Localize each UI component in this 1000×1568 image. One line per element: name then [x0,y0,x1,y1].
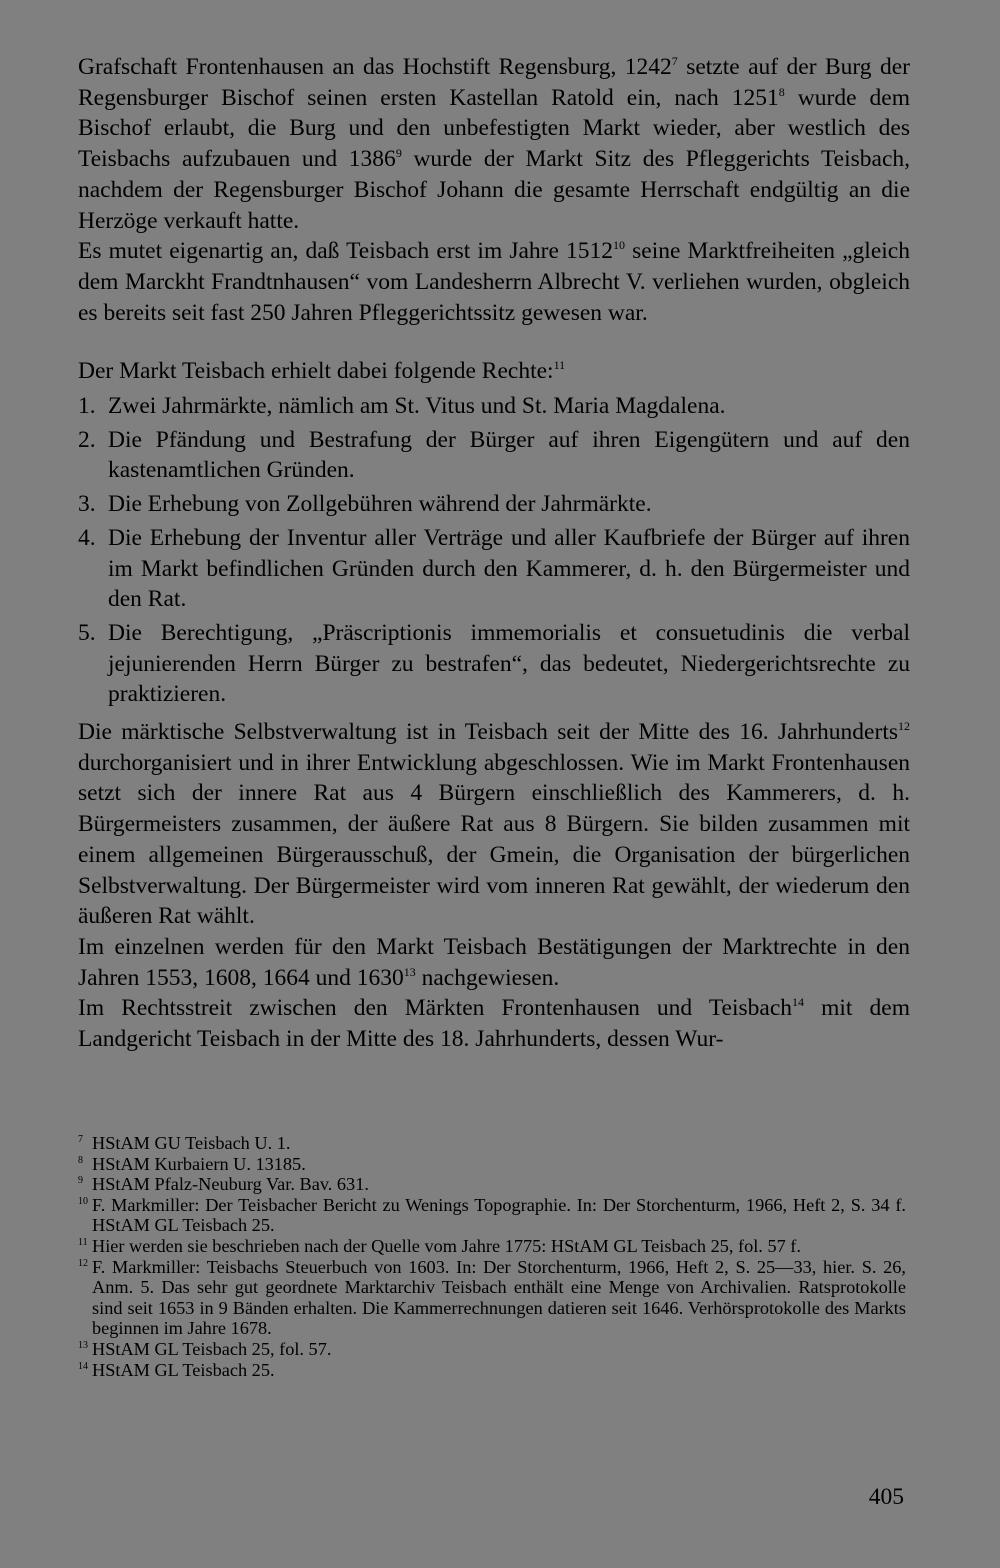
text-span: wurde der Markt Sitz des Pfleggerichts Teisbach, nachdem der Regensburger Bischof Johann die gesamte Herrschaft endgültig an die Herzöge verkauft hatte. [78,146,911,234]
paragraph-6 [78,993,910,1054]
footnote-number: 12 [78,1257,88,1269]
text-span: wurde dem Bischof erlaubt, die Burg und den unbefestigten Markt wieder, aber westlich des Teisbachs aufzubauen und 1386 [78,84,910,173]
footnotes [78,1133,906,1380]
footnote-number: 14 [78,1360,88,1372]
footnote-ref-8: 8 [778,84,785,99]
text-span: Der Markt Teisbach erhielt dabei folgende Rechte: [78,358,554,385]
footnote-text: F. Markmiller: Der Teisbacher Bericht zu Wenings Topographie. In: Der Storchenturm, 1966, Heft 2, S. 34 f. HStAM GL Teisbach 25. [92,1194,906,1236]
paragraph-5 [78,932,910,993]
footnote [78,1133,906,1154]
text-span: Es mutet eigenartig an, daß Teisbach erst im Jahre 1512 [78,238,614,265]
text-span: durchorganisiert und in ihrer Entwicklung abgeschlossen. Wie im Markt Frontenhausen setzt sich der innere Rat aus 4 Bürgern einschließlich des Kammerers, d. h. Bürgermeisters zusammen, der äußere Rat aus 8 Bürgern. Sie bilden zusammen mit einem allgemeinen Bürgerausschuß, der Gmein, die Organisation der bürgerlichen Selbstverwaltung. Der Bürgermeister wird vom inneren Rat gewählt, der wiederum den äußeren Rat wählt. [78,749,910,930]
list-number: 1. [78,393,96,420]
text-span: setzte auf der Burg der Regensburger Bischof seinen ersten Kastellan Ratold ein, nach 1251 [78,54,910,111]
footnote [78,1236,906,1257]
footnote [78,1339,906,1360]
text-span: mit dem Landgericht Teisbach in der Mitte des 18. Jahrhunderts, dessen Wur- [78,995,911,1053]
text-span: Grafschaft Frontenhausen an das Hochstift Regensburg, 1242 [78,54,672,80]
footnote-text: F. Markmiller: Teisbachs Steuerbuch von 1603. In: Der Storchenturm, 1966, Heft 2, S. 25—33, hier. S. 26, Anm. 5. Das sehr gut geordnete Marktarchiv Teisbach enthält eine Menge von Archivalien. Ratsprotokolle sind seit 1653 in 9 Bänden erhalten. Die Kammerrechnungen datieren seit 1646. Verhörsprotokolle des Markts beginnen im Jahre 1678. [92,1256,906,1339]
list-text: Die Pfändung und Bestrafung der Bürger auf ihren Eigengütern und auf den kastenamtlichen Gründen. [108,426,910,484]
text-span: Im einzelnen werden für den Markt Teisbach Bestätigungen der Marktrechte in den Jahren 1553, 1608, 1664 und 1630 [78,933,910,991]
list-item [78,523,910,615]
list-text: Zwei Jahrmärkte, nämlich am St. Vitus und St. Maria Magdalena. [108,393,726,420]
list-number: 3. [78,491,96,518]
footnote-ref-12: 12 [898,719,910,734]
footnote [78,1154,906,1175]
footnote-ref-9: 9 [395,146,402,161]
text-span: Die märktische Selbstverwaltung ist in Teisbach seit der Mitte des 16. Jahrhunderts [78,719,898,746]
list-number: 2. [78,426,96,453]
list-item [78,489,910,520]
footnote [78,1360,906,1381]
list-number: 5. [78,619,96,646]
page-number: 405 [868,1484,904,1510]
list-item [78,618,910,710]
text-span: nachgewiesen. [415,964,560,991]
paragraph-4 [78,717,910,932]
footnote-text: HStAM Pfalz-Neuburg Var. Bav. 631. [92,1174,369,1195]
footnote [78,1195,906,1236]
footnote-number: 8 [78,1154,83,1166]
footnote-number: 7 [78,1134,83,1145]
footnote-text: HStAM GL Teisbach 25. [92,1359,275,1380]
footnote-number: 13 [78,1339,88,1351]
list-number: 4. [78,524,96,551]
footnote-ref-11: 11 [553,358,566,373]
footnote [78,1174,906,1195]
footnote-ref-14: 14 [792,995,805,1010]
footnote-ref-13: 13 [403,964,416,979]
footnote-number: 10 [78,1195,88,1207]
paragraph-2 [78,236,910,328]
text-span: Im Rechtsstreit zwischen den Märkten Frontenhausen und Teisbach [78,995,793,1022]
footnote-number: 9 [78,1175,83,1187]
footnote-text: HStAM Kurbaiern U. 13185. [92,1153,306,1174]
footnote [78,1257,906,1339]
list-text: Die Berechtigung, „Präscriptionis immemorialis et consuetudinis die verbal jejunierenden Herrn Bürger zu bestrafen“, das bedeutet, Niedergerichtsrechte zu praktizieren. [108,619,910,708]
list-item [78,391,910,422]
rights-list [78,391,910,710]
list-text: Die Erhebung der Inventur aller Verträge und aller Kaufbriefe der Bürger auf ihren im Markt befindlichen Gründen durch den Kammerer, d. h. den Bürgermeister und den Rat. [108,524,910,613]
list-item [78,425,910,486]
paragraph-3 [78,356,910,387]
footnote-ref-10: 10 [613,238,626,253]
footnote-text: HStAM GU Teisbach U. 1. [92,1133,291,1153]
footnote-text: HStAM GL Teisbach 25, fol. 57. [92,1338,332,1359]
text-span: seine Marktfreiheiten „gleich dem Marckht Frandtnhausen“ vom Landesherrn Albrecht V. verliehen wurden, obgleich es bereits seit fast 250 Jahren Pfleggerichtssitz gewesen war. [78,238,910,326]
footnote-ref-7: 7 [671,54,678,68]
footnote-text: Hier werden sie beschrieben nach der Quelle vom Jahre 1775: HStAM GL Teisbach 25, fol. 57 f. [92,1235,801,1256]
footnote-number: 11 [78,1236,88,1248]
main-text [78,52,910,1055]
paragraph-1 [78,52,910,236]
spacer [78,328,910,356]
list-text: Die Erhebung von Zollgebühren während der Jahrmärkte. [108,491,652,518]
